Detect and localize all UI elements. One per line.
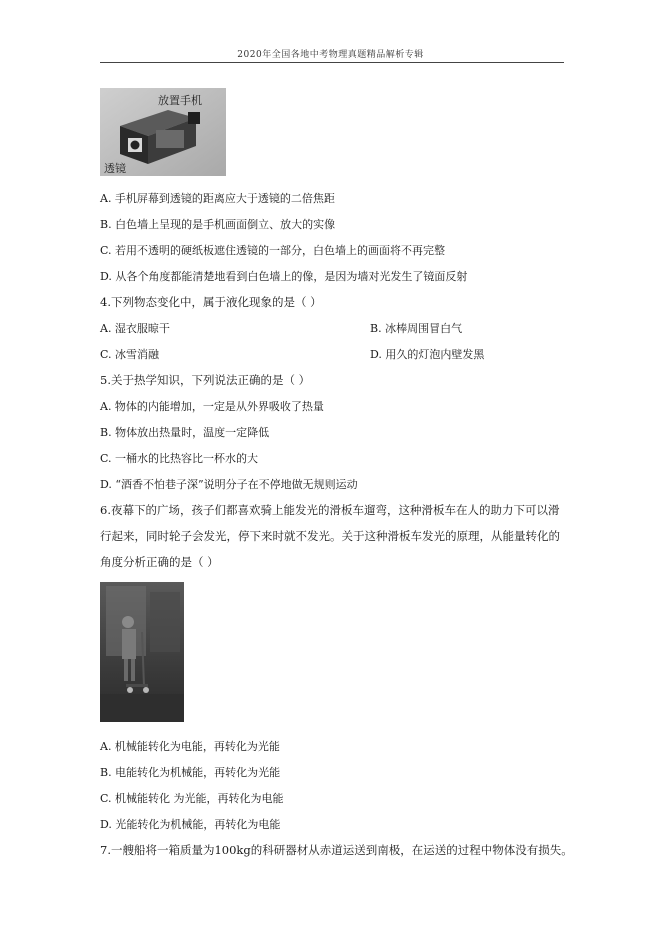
q3-option-c: C. 若用不透明的硬纸板遮住透镜的一部分，白色墙上的画面将不再完整 xyxy=(100,244,446,257)
q4-option-d: D. 用久的灯泡内壁发黑 xyxy=(370,348,485,361)
q5-option-a: A. 物体的内能增加，一定是从外界吸收了热量 xyxy=(100,400,324,413)
q5-option-d: D. “酒香不怕巷子深”说明分子在不停地做无规则运动 xyxy=(100,478,358,491)
figure-label-phone: 放置手机 xyxy=(158,94,202,107)
header-rule xyxy=(100,62,564,63)
q5-option-b: B. 物体放出热量时，温度一定降低 xyxy=(100,426,270,439)
q6-stem-line-3: 角度分析正确的是（ ） xyxy=(100,555,219,569)
q5-option-c: C. 一桶水的比热容比一杯水的大 xyxy=(100,452,259,465)
q6-stem-line-1: 6.夜幕下的广场，孩子们都喜欢骑上能发光的滑板车遛弯，这种滑板车在人的助力下可以滑 xyxy=(100,503,560,517)
projector-figure xyxy=(100,88,226,176)
scooter-photo-illustration xyxy=(100,582,184,722)
figure-label-lens: 透镜 xyxy=(104,162,126,175)
q6-option-d: D. 光能转化为机械能，再转化为电能 xyxy=(100,818,281,831)
q3-option-b: B. 白色墙上呈现的是手机画面倒立、放大的实像 xyxy=(100,218,336,231)
scooter-photo xyxy=(100,582,184,722)
q6-option-a: A. 机械能转化为电能，再转化为光能 xyxy=(100,740,280,753)
q5-stem: 5.关于热学知识，下列说法正确的是（ ） xyxy=(100,373,311,387)
q4-option-c: C. 冰雪消融 xyxy=(100,348,160,361)
page-header: 2020年全国各地中考物理真题精品解析专辑 xyxy=(237,50,424,60)
q6-stem-line-2: 行起来，同时轮子会发光，停下来时就不发光。关于这种滑板车发光的原理，从能量转化的 xyxy=(100,529,560,543)
q4-option-a: A. 湿衣服晾干 xyxy=(100,322,170,335)
q6-option-c: C. 机械能转化 为光能，再转化为电能 xyxy=(100,792,284,805)
q3-option-d: D. 从各个角度都能清楚地看到白色墙上的像，是因为墙对光发生了镜面反射 xyxy=(100,270,468,283)
q4-stem: 4.下列物态变化中，属于液化现象的是（ ） xyxy=(100,295,322,309)
q3-option-a: A. 手机屏幕到透镜的距离应大于透镜的二倍焦距 xyxy=(100,192,335,205)
q4-option-b: B. 冰棒周围冒白气 xyxy=(370,322,463,335)
q6-option-b: B. 电能转化为机械能，再转化为光能 xyxy=(100,766,281,779)
q7-stem: 7.一艘船将一箱质量为100kg的科研器材从赤道运送到南极，在运送的过程中物体没有损失。 xyxy=(100,843,573,857)
